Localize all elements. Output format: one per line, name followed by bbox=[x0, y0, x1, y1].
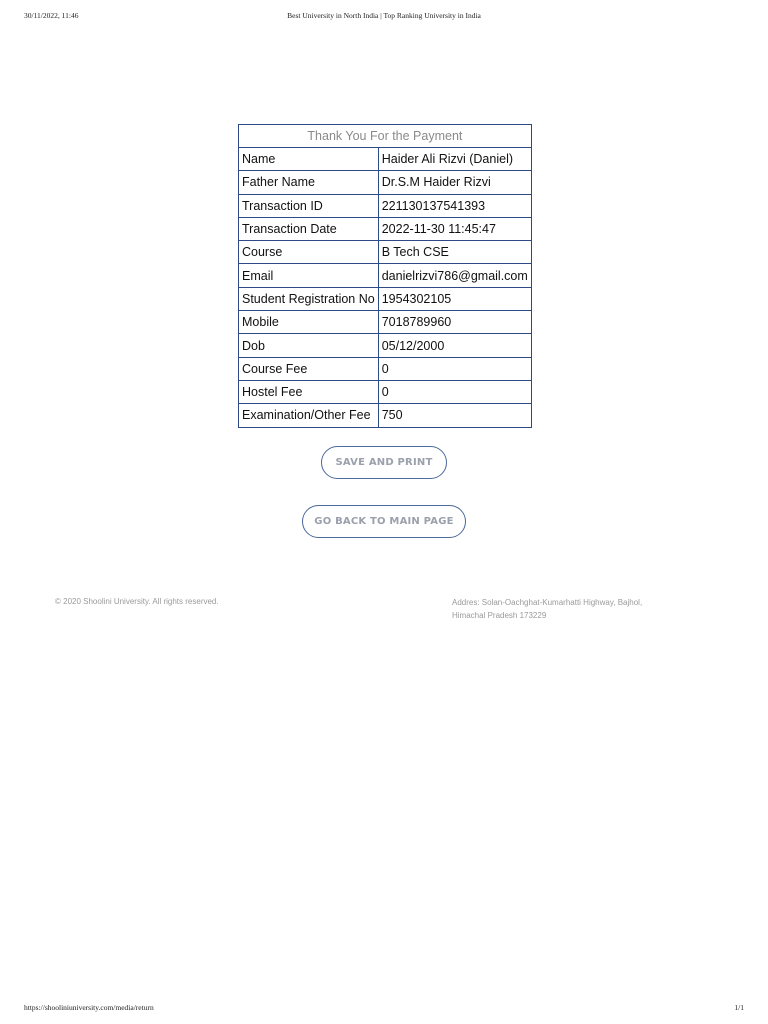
receipt-caption-row bbox=[239, 125, 532, 148]
payment-receipt-table bbox=[238, 124, 532, 428]
row-label-mobile: Mobile bbox=[239, 311, 379, 334]
print-page-title: Best University in North India | Top Ranking University in India bbox=[287, 11, 481, 20]
print-footer bbox=[0, 1003, 768, 1017]
table-row bbox=[239, 404, 532, 427]
table-row bbox=[239, 334, 532, 357]
table-row bbox=[239, 357, 532, 380]
table-row bbox=[239, 217, 532, 240]
print-date-time: 30/11/2022, 11:46 bbox=[24, 11, 79, 20]
row-label-email: Email bbox=[239, 264, 379, 287]
row-value-exam-fee: 750 bbox=[378, 404, 531, 427]
save-and-print-button[interactable]: SAVE AND PRINT bbox=[321, 446, 447, 479]
table-row bbox=[239, 171, 532, 194]
table-row bbox=[239, 148, 532, 171]
print-page-number: 1/1 bbox=[734, 1003, 744, 1012]
row-value-name: Haider Ali Rizvi (Daniel) bbox=[378, 148, 531, 171]
row-value-transaction-date: 2022-11-30 11:45:47 bbox=[378, 217, 531, 240]
row-value-dob: 05/12/2000 bbox=[378, 334, 531, 357]
row-value-hostel-fee: 0 bbox=[378, 380, 531, 403]
print-url: https://shooliniuniversity.com/media/return bbox=[24, 1003, 154, 1012]
row-label-course-fee: Course Fee bbox=[239, 357, 379, 380]
row-label-transaction-date: Transaction Date bbox=[239, 217, 379, 240]
row-label-father-name: Father Name bbox=[239, 171, 379, 194]
copyright-text: © 2020 Shoolini University. All rights reserved. bbox=[55, 597, 219, 606]
table-row bbox=[239, 380, 532, 403]
table-row bbox=[239, 287, 532, 310]
row-label-transaction-id: Transaction ID bbox=[239, 194, 379, 217]
row-value-email: danielrizvi786@gmail.com bbox=[378, 264, 531, 287]
row-label-hostel-fee: Hostel Fee bbox=[239, 380, 379, 403]
address-line-2: Himachal Pradesh 173229 bbox=[452, 610, 547, 620]
row-label-name: Name bbox=[239, 148, 379, 171]
row-value-course-fee: 0 bbox=[378, 357, 531, 380]
row-value-father-name: Dr.S.M Haider Rizvi bbox=[378, 171, 531, 194]
row-label-course: Course bbox=[239, 241, 379, 264]
table-row bbox=[239, 194, 532, 217]
receipt-caption: Thank You For the Payment bbox=[239, 125, 532, 148]
row-label-dob: Dob bbox=[239, 334, 379, 357]
table-row bbox=[239, 264, 532, 287]
row-value-course: B Tech CSE bbox=[378, 241, 531, 264]
go-back-to-main-page-button[interactable]: GO BACK TO MAIN PAGE bbox=[302, 505, 466, 538]
address-block bbox=[452, 597, 672, 622]
row-value-transaction-id: 221130137541393 bbox=[378, 194, 531, 217]
table-row bbox=[239, 311, 532, 334]
row-value-registration-no: 1954302105 bbox=[378, 287, 531, 310]
print-header bbox=[0, 11, 768, 25]
row-label-registration-no: Student Registration No bbox=[239, 287, 379, 310]
row-label-exam-fee: Examination/Other Fee bbox=[239, 404, 379, 427]
row-value-mobile: 7018789960 bbox=[378, 311, 531, 334]
address-line-1: Addres: Solan-Oachghat-Kumarhatti Highway, Bajhol, bbox=[452, 598, 643, 607]
table-row bbox=[239, 241, 532, 264]
